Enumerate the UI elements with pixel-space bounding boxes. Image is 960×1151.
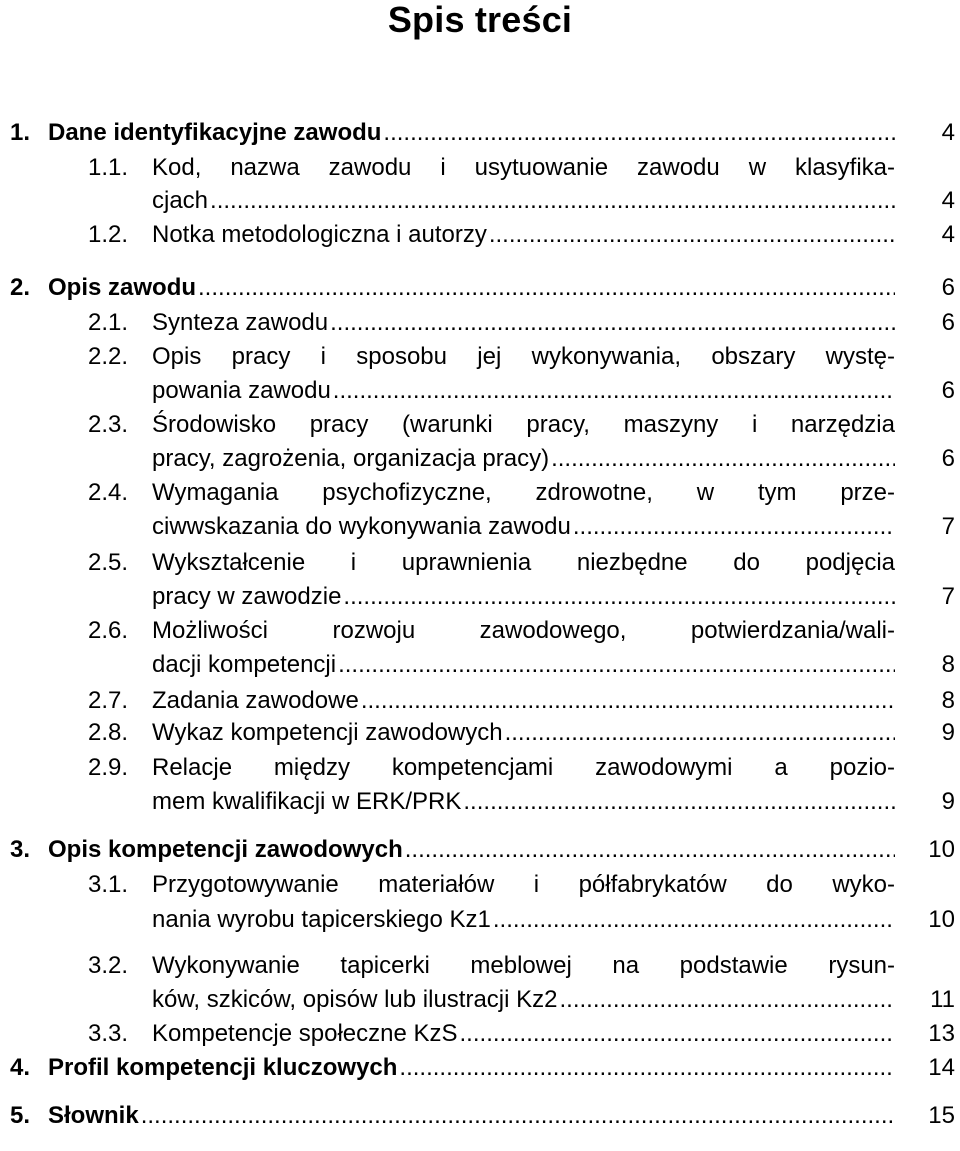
toc-entry-page: 14 <box>928 1054 955 1081</box>
toc-entry-title: Wymagania psychofizyczne, zdrowotne, w tym prze- <box>152 479 895 506</box>
page-title: Spis treści <box>387 0 573 40</box>
toc-entry-number: 2. <box>10 274 31 301</box>
toc-entry-title-continued: dacji kompetencji <box>152 651 337 678</box>
toc-entry[interactable] <box>88 476 955 509</box>
dot-leader <box>493 903 895 936</box>
toc-entry[interactable] <box>10 116 955 149</box>
dot-leader <box>210 184 895 217</box>
toc-entry[interactable] <box>88 949 955 982</box>
toc-entry-number: 1.2. <box>88 221 129 248</box>
toc-entry-title: Notka metodologiczna i autorzy <box>152 221 487 248</box>
toc-entry-page: 6 <box>941 274 955 301</box>
dot-leader <box>361 684 895 717</box>
toc-entry-page: 6 <box>941 377 955 404</box>
dot-leader <box>383 116 895 149</box>
toc-entry-title: Możliwości rozwoju zawodowego, potwierdzania/wali- <box>152 617 895 644</box>
toc-entry[interactable] <box>88 218 955 251</box>
toc-entry-title: Wykaz kompetencji zawodowych <box>152 719 503 746</box>
toc-entry-page: 4 <box>941 221 955 248</box>
toc-entry-number: 3.2. <box>88 952 129 979</box>
toc-entry[interactable] <box>10 833 955 866</box>
dot-leader <box>460 1017 895 1050</box>
toc-entry-title: Środowisko pracy (warunki pracy, maszyny i narzędzia <box>152 411 895 438</box>
toc-entry-title: Profil kompetencji kluczowych <box>48 1054 398 1081</box>
toc-entry-continuation[interactable] <box>88 785 955 818</box>
toc-entry-continuation[interactable] <box>88 374 955 407</box>
toc-entry-number: 2.2. <box>88 343 129 370</box>
toc-entry-page: 4 <box>941 187 955 214</box>
toc-entry-number: 2.6. <box>88 617 129 644</box>
dot-leader <box>399 1051 895 1084</box>
toc-entry[interactable] <box>88 751 955 784</box>
toc-entry-title: Zadania zawodowe <box>152 687 359 714</box>
toc-entry-number: 5. <box>10 1102 31 1129</box>
toc-entry-title-continued: ków, szkiców, opisów lub ilustracji Kz2 <box>152 986 558 1013</box>
toc-entry-page: 13 <box>928 1020 955 1047</box>
toc-entry-title-continued: nania wyrobu tapicerskiego Kz1 <box>152 906 491 933</box>
toc-entry[interactable] <box>88 546 955 579</box>
toc-entry-number: 3.1. <box>88 871 129 898</box>
toc-entry[interactable] <box>88 1017 955 1050</box>
toc-entry-continuation[interactable] <box>88 580 955 613</box>
dot-leader <box>489 218 895 251</box>
toc-entry-number: 2.3. <box>88 411 129 438</box>
toc-entry[interactable] <box>88 716 955 749</box>
toc-entry-number: 2.1. <box>88 309 129 336</box>
dot-leader <box>141 1099 895 1132</box>
toc-entry-number: 2.4. <box>88 479 129 506</box>
toc-entry-title: Wykształcenie i uprawnienia niezbędne do podjęcia <box>152 549 895 576</box>
toc-entry[interactable] <box>88 684 955 717</box>
toc-entry[interactable] <box>88 151 955 184</box>
dot-leader <box>338 648 895 681</box>
toc-entry-page: 8 <box>941 651 955 678</box>
toc-entry-title: Relacje między kompetencjami zawodowymi a pozio- <box>152 754 895 781</box>
toc-entry-number: 4. <box>10 1054 31 1081</box>
toc-entry-title: Dane identyfikacyjne zawodu <box>48 119 382 146</box>
toc-entry-page: 15 <box>928 1102 955 1129</box>
dot-leader <box>330 306 895 339</box>
dot-leader <box>560 983 896 1016</box>
dot-leader <box>573 510 895 543</box>
toc-entry[interactable] <box>10 1051 955 1084</box>
dot-leader <box>463 785 895 818</box>
dot-leader <box>333 374 895 407</box>
dot-leader <box>551 442 895 475</box>
toc-entry-number: 2.5. <box>88 549 129 576</box>
toc-entry[interactable] <box>88 614 955 647</box>
toc-entry-title: Opis zawodu <box>48 274 197 301</box>
toc-entry-number: 2.8. <box>88 719 129 746</box>
toc-entry-title: Przygotowywanie materiałów i półfabrykatów do wyko- <box>152 871 895 898</box>
toc-entry-page: 10 <box>928 836 955 863</box>
toc-entry-title-continued: ciwwskazania do wykonywania zawodu <box>152 513 571 540</box>
toc-entry-title-continued: pracy, zagrożenia, organizacja pracy) <box>152 445 550 472</box>
toc-entry-page: 11 <box>930 986 955 1013</box>
toc-entry-number: 3.3. <box>88 1020 129 1047</box>
toc-entry-title: Wykonywanie tapicerki meblowej na podstawie rysun- <box>152 952 895 979</box>
toc-entry[interactable] <box>88 306 955 339</box>
toc-entry-title-continued: cjach <box>152 187 209 214</box>
toc-entry-title: Opis pracy i sposobu jej wykonywania, obszary wystę- <box>152 343 895 370</box>
toc-entry-title: Kod, nazwa zawodu i usytuowanie zawodu w klasyfika- <box>152 154 895 181</box>
toc-entry-continuation[interactable] <box>88 983 955 1016</box>
toc-entry-continuation[interactable] <box>88 648 955 681</box>
toc-entry-title-continued: mem kwalifikacji w ERK/PRK <box>152 788 462 815</box>
dot-leader <box>198 271 895 304</box>
toc-entry-title: Opis kompetencji zawodowych <box>48 836 403 863</box>
toc-entry-title: Słownik <box>48 1102 139 1129</box>
toc-entry-number: 2.7. <box>88 687 129 714</box>
dot-leader <box>405 833 895 866</box>
toc-entry-title: Synteza zawodu <box>152 309 329 336</box>
toc-entry-continuation[interactable] <box>88 184 955 217</box>
toc-entry-page: 6 <box>941 309 955 336</box>
toc-entry-continuation[interactable] <box>88 510 955 543</box>
dot-leader <box>343 580 895 613</box>
dot-leader <box>505 716 895 749</box>
toc-entry-number: 3. <box>10 836 31 863</box>
toc-entry-page: 9 <box>941 719 955 746</box>
toc-entry-title-continued: powania zawodu <box>152 377 331 404</box>
toc-entry-page: 6 <box>941 445 955 472</box>
toc-entry[interactable] <box>88 340 955 373</box>
toc-entry-continuation[interactable] <box>88 903 955 936</box>
toc-entry-continuation[interactable] <box>88 442 955 475</box>
toc-entry[interactable] <box>10 1099 955 1132</box>
toc-entry[interactable] <box>88 868 955 901</box>
toc-entry-page: 7 <box>941 513 955 540</box>
toc-entry[interactable] <box>88 408 955 441</box>
toc-entry-title: Kompetencje społeczne KzS <box>152 1020 458 1047</box>
toc-entry-page: 7 <box>941 583 955 610</box>
toc-entry-page: 4 <box>941 119 955 146</box>
toc-entry-number: 1. <box>10 119 31 146</box>
toc-entry-title-continued: pracy w zawodzie <box>152 583 342 610</box>
toc-entry-page: 9 <box>941 788 955 815</box>
toc-entry-number: 2.9. <box>88 754 129 781</box>
toc-entry-page: 8 <box>941 687 955 714</box>
toc-entry[interactable] <box>10 271 955 304</box>
toc-entry-page: 10 <box>928 906 955 933</box>
toc-entry-number: 1.1. <box>88 154 129 181</box>
